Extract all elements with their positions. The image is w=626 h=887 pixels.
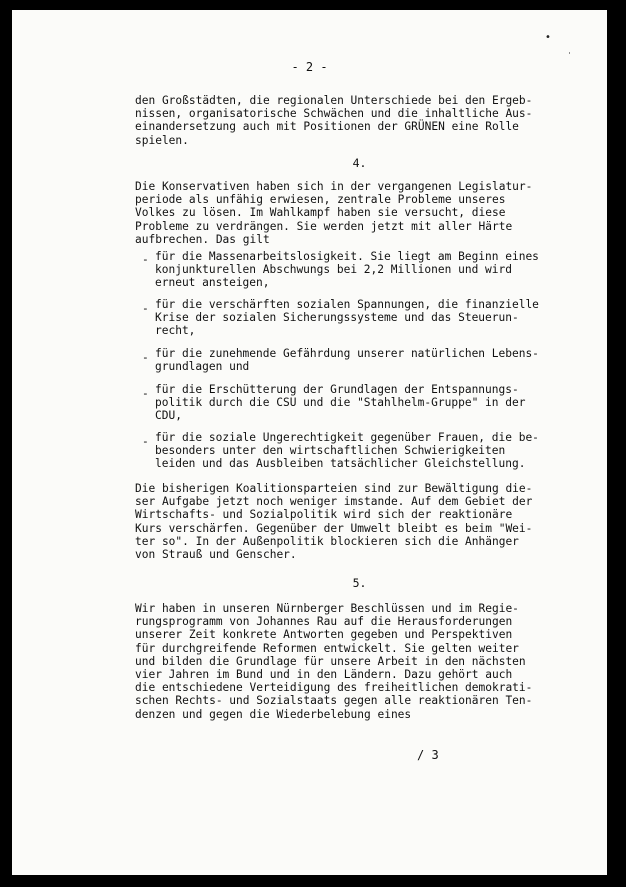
bullet-item: für die Massenarbeitslosigkeit. Sie liegt am Beginn eines konjunkturellen Abschwungs bei 2,2 Millionen und wird erneut ansteigen, [155,250,539,290]
bullet-item: für die soziale Ungerechtigkeit gegenüber Frauen, die be- besonders unter den wirtschaftlichen Schwierigkeiten leiden und das Ausbleiben tatsächlicher Gleichstellung. [155,431,539,471]
scan-mark: ˙ [567,52,572,63]
scan-mark: • [545,32,551,43]
section4-intro-paragraph: Die Konservativen haben sich in der vergangenen Legislatur- periode als unfähig erwiesen, zentrale Probleme unseres Volkes zu lösen. Im Wahlkampf haben sie versucht, diese Probleme zu verdrängen. Sie werden jetzt mit aller Härte aufbrechen. Das gilt [135,180,533,246]
bullet-dash: - [142,253,149,266]
section-number: 4. [352,156,367,170]
bullet-item: für die verschärften sozialen Spannungen, die finanzielle Krise der sozialen Sicherungssysteme und das Steuerun- recht, [155,298,539,338]
document-page [12,10,607,875]
bullet-dash: - [142,387,149,400]
bullet-dash: - [142,302,149,315]
continuation-marker: / 3 [417,748,439,762]
section-number: 5. [352,576,367,590]
bullet-item: für die Erschütterung der Grundlagen der Entspannungs- politik durch die CSU und die "Stahlhelm-Gruppe" in der CDU, [155,383,526,423]
page-number: - 2 - [291,60,328,74]
bullet-dash: - [142,435,149,448]
bullet-item: für die zunehmende Gefährdung unserer natürlichen Lebens- grundlagen und [155,347,539,374]
intro-paragraph: den Großstädten, die regionalen Unterschiede bei den Ergeb- nissen, organisatorische Schwächen und die inhaltliche Aus- einandersetzung auch mit Positionen der GRÜNEN eine Rolle spielen. [135,94,533,147]
bullet-dash: - [142,351,149,364]
section4-outro-paragraph: Die bisherigen Koalitionsparteien sind zur Bewältigung die- ser Aufgabe jetzt noch weniger imstande. Auf dem Gebiet der Wirtschafts- und Sozialpolitik wird sich der reaktionäre Kurs verschärfen. Gegenüber der Umwelt bleibt es beim "Wei- ter so". In der Außenpolitik blockieren sich die Anhänger von Strauß und Genscher. [135,482,533,562]
section5-paragraph: Wir haben in unseren Nürnberger Beschlüssen und im Regie- rungsprogramm von Johannes Rau auf die Herausforderungen unserer Zeit konkrete Antworten gegeben und Perspektiven für durchgreifende Reformen entwickelt. Sie gelten weiter und bilden die Grundlage für unsere Arbeit in den nächsten vier Jahren im Bund und in den Ländern. Dazu gehört auch die entschiedene Verteidigung des freiheitlichen demokrati- schen Rechts- und Sozialstaats gegen alle reaktionären Ten- denzen und gegen die Wiederbelebung eines [135,602,533,721]
